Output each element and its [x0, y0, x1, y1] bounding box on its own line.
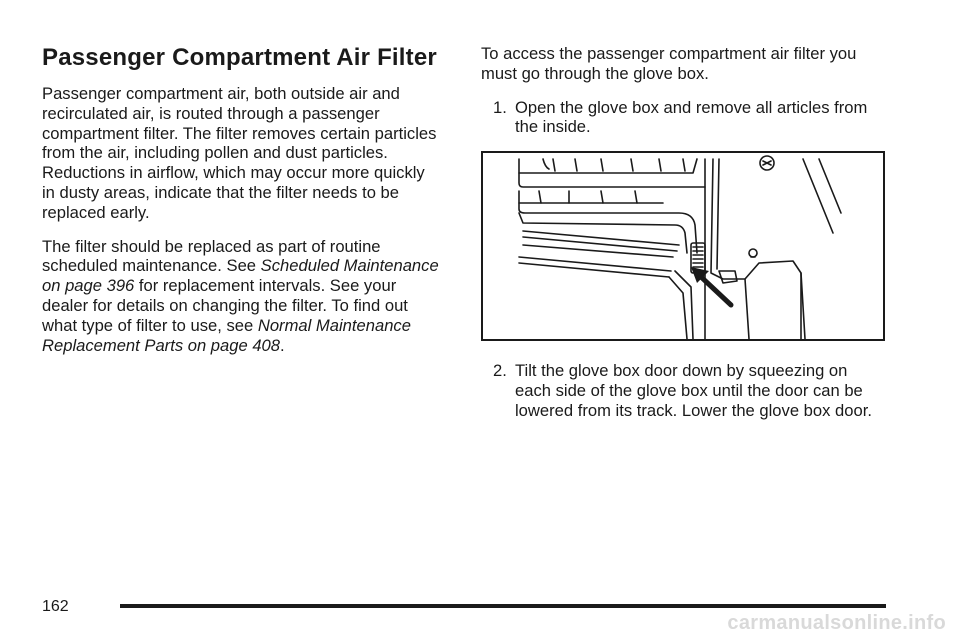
step-number: 1.: [493, 97, 507, 117]
text-run: .: [280, 335, 285, 355]
step-1: [481, 98, 886, 138]
glove-box-drawing: [483, 153, 883, 339]
paragraph-filter-description: Passenger compartment air, both outside air and recirculated air, is routed through a passenger compartment filter. The filter removes certain particles from the air, including pollen and dust particles. Reductions in airflow, which may occur more quickly in dusty areas, indicate that the filter needs to be replaced early.: [42, 84, 437, 222]
paragraph-access-intro: To access the passenger compartment air filter you must go through the glove box.: [481, 44, 857, 83]
paragraph-replacement: [42, 237, 440, 356]
section-title: Passenger Compartment Air Filter: [42, 44, 437, 71]
step-text: Tilt the glove box door down by squeezing on each side of the glove box until the door can be lowered from its track. Lower the glove box door.: [515, 361, 872, 420]
cross-reference-replacement-parts[interactable]: Normal Maintenance Replacement Parts on page 408: [42, 315, 411, 355]
text-run: for replacement intervals. See your dealer for details on changing the filter. To find out what type of filter to use, see: [42, 276, 408, 335]
step-text: Open the glove box and remove all articles from the inside.: [515, 97, 868, 137]
cross-reference-scheduled-maintenance[interactable]: Scheduled Maintenance on page 396: [42, 256, 439, 296]
page-number: 162: [42, 598, 69, 615]
step-2: [481, 361, 886, 420]
glove-box-illustration: [481, 151, 885, 341]
text-run: The filter should be replaced as part of routine scheduled maintenance. See: [42, 236, 381, 276]
site-watermark: carmanualsonline.info: [727, 612, 946, 634]
right-column: [481, 44, 886, 435]
left-column: [42, 44, 440, 369]
footer-rule: [120, 604, 886, 608]
step-number: 2.: [493, 361, 507, 381]
